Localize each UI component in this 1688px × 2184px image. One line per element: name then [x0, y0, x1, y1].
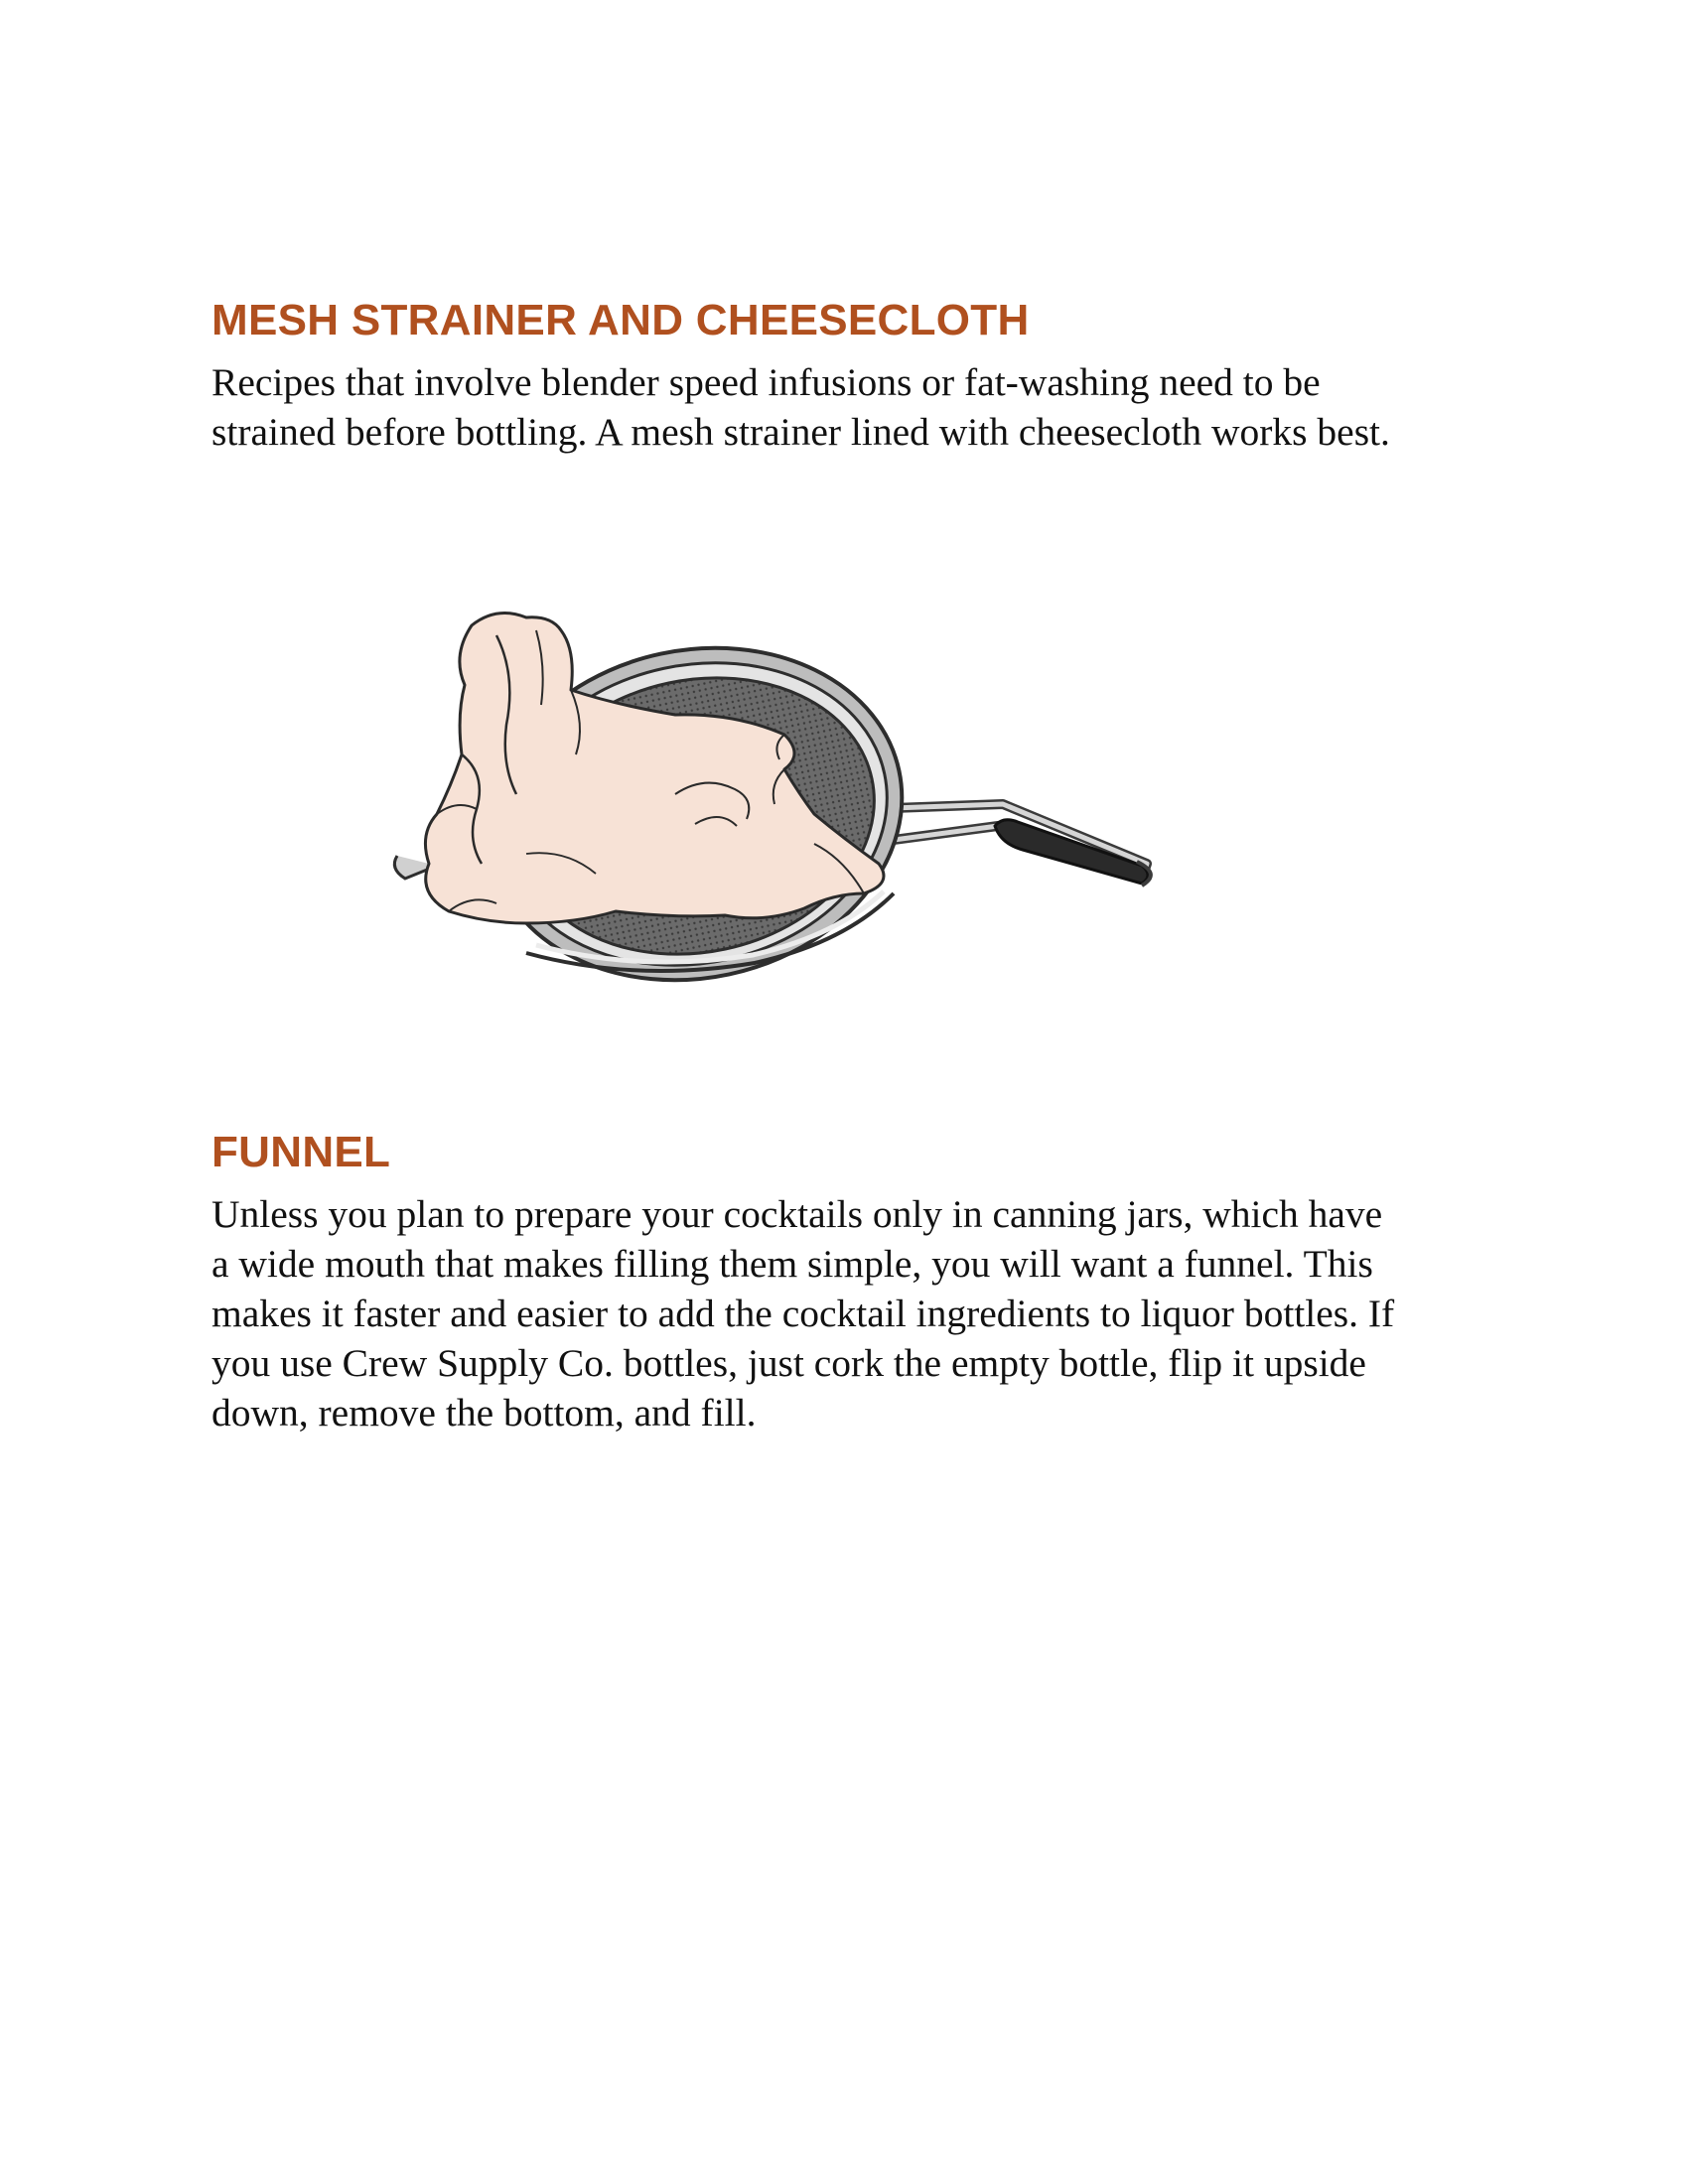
- body-line: makes it faster and easier to add the cocktail ingredients to liquor bottles. If: [211, 1292, 1395, 1335]
- heading-mesh-strainer: MESH STRAINER AND CHEESECLOTH: [211, 296, 1030, 344]
- body-line: a wide mouth that makes filling them simple, you will want a funnel. This: [211, 1242, 1373, 1286]
- body-line: you use Crew Supply Co. bottles, just cork the empty bottle, flip it upside: [211, 1341, 1366, 1385]
- paragraph-funnel: [211, 1189, 1502, 1437]
- body-line: Recipes that involve blender speed infusions or fat-washing need to be: [211, 360, 1321, 404]
- strainer-with-cheesecloth-illustration: [377, 596, 1172, 1013]
- paragraph-mesh-strainer: [211, 357, 1502, 457]
- body-line: Unless you plan to prepare your cocktails only in canning jars, which have: [211, 1192, 1383, 1236]
- heading-funnel: FUNNEL: [211, 1128, 391, 1176]
- body-line: down, remove the bottom, and fill.: [211, 1391, 757, 1434]
- body-line: strained before bottling. A mesh strainer lined with cheesecloth works best.: [211, 410, 1390, 454]
